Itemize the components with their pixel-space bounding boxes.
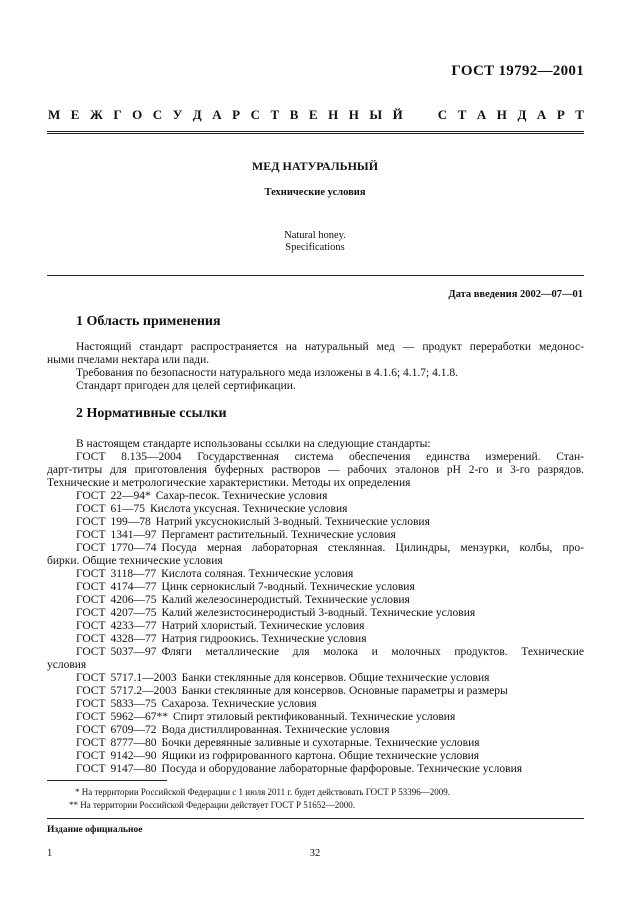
- banner-letter: Т: [575, 107, 584, 122]
- reference-title: Натрий уксуснокислый 3-водный. Технические условия: [155, 516, 430, 528]
- reference-prefix: ГОСТ: [76, 724, 106, 736]
- section-1-body: [47, 341, 584, 393]
- reference-prefix: ГОСТ: [76, 711, 106, 723]
- banner-letter: Р: [556, 107, 565, 122]
- reference-title: Натрий хлористый. Технические условия: [161, 620, 365, 632]
- reference-title: Банки стеклянные для консервов. Общие технические условия: [181, 672, 490, 684]
- reference-title: Бочки деревянные заливные и сухотарные. Технические условия: [161, 737, 480, 749]
- reference-item: [47, 503, 584, 516]
- reference-item: [47, 750, 584, 763]
- banner-letter: Е: [70, 107, 80, 122]
- section-1-para-2: Требования по безопасности натурального меда изложены в 4.1.6; 4.1.7; 4.1.8.: [76, 367, 458, 379]
- document-subtitle: Технические условия: [264, 187, 366, 198]
- banner-letter: Д: [192, 107, 202, 122]
- reference-item: [47, 568, 584, 581]
- top-rule: [47, 131, 584, 132]
- reference-continuation: условия: [47, 659, 87, 671]
- reference-title: Калий железистосинеродистый 3-водный. Технические условия: [161, 607, 476, 619]
- banner-letter: Н: [348, 107, 359, 122]
- reference-code: 4233—77: [110, 620, 157, 632]
- reference-code: 1341—97: [110, 529, 157, 541]
- section-1-para-3: Стандарт пригоден для целей сертификации.: [76, 380, 296, 392]
- reference-title: Банки стеклянные для консервов. Основные параметры и размеры: [181, 685, 508, 697]
- reference-item: [47, 672, 584, 685]
- reference-title: Сахар-песок. Технические условия: [155, 490, 328, 502]
- interstate-standard-banner: [48, 107, 584, 123]
- reference-code: 9142—90: [110, 750, 157, 762]
- reference-code: 6709—72: [110, 724, 157, 736]
- reference-title: Натрия гидроокись. Технические условия: [161, 633, 367, 645]
- reference-code: 4206—75: [110, 594, 157, 606]
- reference-title: Вода дистиллированная. Технические условия: [161, 724, 390, 736]
- banner-letter: Й: [392, 107, 403, 122]
- reference-prefix: ГОСТ: [76, 607, 106, 619]
- banner-letter: А: [212, 107, 222, 122]
- reference-item: [47, 581, 584, 594]
- reference-prefix: ГОСТ: [76, 737, 106, 749]
- reference-item: [47, 763, 584, 776]
- reference-item: [47, 516, 584, 529]
- edition-label: Издание официальное: [47, 825, 143, 835]
- reference-title: Кислота соляная. Технические условия: [161, 568, 354, 580]
- reference-title: Ящики из гофрированного картона. Общие технические условия: [161, 750, 480, 762]
- reference-code: 8777—80: [110, 737, 157, 749]
- reference-prefix: ГОСТ: [76, 581, 106, 593]
- reference-prefix: ГОСТ: [76, 490, 106, 502]
- ref-first-line-2: дарт-титры для приготовления буферных растворов — рабочих эталонов pH 2-го и 3-го разрядов.: [47, 464, 584, 476]
- section-2-intro-block: [47, 438, 584, 490]
- reference-prefix: ГОСТ: [76, 633, 106, 645]
- section-1-para-1-line-2: ными пчелами нектара или пади.: [47, 354, 210, 366]
- banner-letter: Н: [496, 107, 507, 122]
- reference-code: 61—75: [110, 503, 146, 515]
- reference-title: Цинк сернокислый 7-водный. Технические условия: [161, 581, 415, 593]
- reference-prefix: ГОСТ: [76, 646, 106, 658]
- reference-item: [47, 685, 584, 698]
- footnote-2: ** На территории Российской Федерации действует ГОСТ Р 51652—2000.: [69, 800, 355, 810]
- footnotes: [47, 786, 584, 812]
- reference-item: [47, 490, 584, 503]
- date-rule: [47, 275, 584, 276]
- reference-item: [47, 724, 584, 737]
- reference-prefix: ГОСТ: [76, 516, 106, 528]
- ref-first-line-3: Технические и метрологические характеристики. Методы их определения: [47, 477, 411, 489]
- reference-title: Сахароза. Технические условия: [161, 698, 317, 710]
- reference-title: Фляги металлические для молока и молочных продуктов. Технические: [161, 646, 584, 658]
- banner-letter: Ы: [369, 107, 383, 122]
- reference-code: 22—94*: [110, 490, 151, 502]
- section-1-para-1-line-1: Настоящий стандарт распространяется на натуральный мед — продукт переработки медонос-: [76, 341, 584, 353]
- reference-prefix: ГОСТ: [76, 763, 106, 775]
- reference-continuation: бирки. Общие технические условия: [47, 555, 223, 567]
- document-title: МЕД НАТУРАЛЬНЫЙ: [251, 159, 379, 173]
- reference-prefix: ГОСТ: [76, 750, 106, 762]
- reference-item: [47, 646, 584, 659]
- reference-code: 3118—77: [110, 568, 157, 580]
- reference-title: Спирт этиловый ректификованный. Технические условия: [173, 711, 456, 723]
- reference-code: 5717.2—2003: [110, 685, 177, 697]
- reference-prefix: ГОСТ: [76, 685, 106, 697]
- reference-prefix: ГОСТ: [76, 672, 106, 684]
- ref-first-line-1: ГОСТ 8.135—2004 Государственная система обеспечения единства измерений. Стан-: [76, 451, 584, 463]
- reference-prefix: ГОСТ: [76, 568, 106, 580]
- english-subtitle: Specifications: [285, 242, 345, 253]
- reference-item: [47, 620, 584, 633]
- reference-item: [47, 542, 584, 555]
- banner-letter: С: [437, 107, 448, 122]
- reference-prefix: ГОСТ: [76, 503, 106, 515]
- banner-letter: О: [132, 107, 143, 122]
- english-title: Natural honey.: [284, 230, 346, 241]
- reference-prefix: ГОСТ: [76, 594, 106, 606]
- reference-item: [47, 633, 584, 646]
- reference-code: 199—78: [110, 516, 151, 528]
- reference-code: 4207—75: [110, 607, 157, 619]
- banner-letter: Т: [270, 107, 280, 122]
- reference-prefix: ГОСТ: [76, 698, 106, 710]
- banner-letter: А: [476, 107, 487, 122]
- banner-gap: [413, 107, 427, 123]
- banner-letter: С: [152, 107, 163, 122]
- section-2-intro: В настоящем стандарте использованы ссылки на следующие стандарты:: [76, 438, 431, 450]
- reference-item: [47, 698, 584, 711]
- banner-letter: Д: [517, 107, 527, 122]
- reference-item: [47, 711, 584, 724]
- banner-letter: Е: [308, 107, 318, 122]
- introduction-date: Дата введения 2002—07—01: [448, 289, 583, 300]
- banner-letter: А: [536, 107, 547, 122]
- reference-code: 5717.1—2003: [110, 672, 177, 684]
- reference-prefix: ГОСТ: [76, 542, 106, 554]
- section-1-heading: 1 Область применения: [76, 314, 221, 329]
- reference-item: [47, 607, 584, 620]
- page-number: 32: [309, 848, 321, 859]
- reference-title: Пергамент растительный. Технические условия: [161, 529, 396, 541]
- banner-letter: У: [172, 107, 183, 122]
- banner-letter: Р: [232, 107, 241, 122]
- reference-item: [47, 594, 584, 607]
- reference-code: 1770—74: [110, 542, 157, 554]
- reference-item: [47, 529, 584, 542]
- edition-rule: [47, 818, 584, 819]
- reference-prefix: ГОСТ: [76, 620, 106, 632]
- reference-title: Посуда и оборудование лабораторные фарфоровые. Технические условия: [161, 763, 523, 775]
- banner-letter: Ж: [89, 107, 103, 122]
- footnote-1: * На территории Российской Федерации с 1 июля 2011 г. будет действовать ГОСТ Р 53396—2009.: [75, 787, 451, 797]
- reference-title: Калий железосинеродистый. Технические условия: [161, 594, 410, 606]
- banner-letter: В: [289, 107, 299, 122]
- reference-item: [47, 737, 584, 750]
- reference-title: Кислота уксусная. Технические условия: [150, 503, 348, 515]
- normative-references-list: [47, 490, 584, 776]
- reference-code: 4328—77: [110, 633, 157, 645]
- banner-letter: М: [48, 107, 61, 122]
- reference-code: 9147—80: [110, 763, 157, 775]
- reference-code: 4174—77: [110, 581, 157, 593]
- banner-letter: Н: [328, 107, 339, 122]
- banner-letter: Т: [457, 107, 467, 122]
- reference-code: 5833—75: [110, 698, 157, 710]
- gost-number: ГОСТ 19792—2001: [451, 63, 584, 79]
- banner-letter: С: [250, 107, 260, 122]
- banner-letter: Г: [113, 107, 122, 122]
- page-left-marker: 1: [47, 848, 53, 859]
- section-2-heading: 2 Нормативные ссылки: [76, 406, 227, 421]
- top-rule-thin: [47, 133, 584, 134]
- reference-code: 5962—67**: [110, 711, 169, 723]
- reference-title: Посуда мерная лабораторная стеклянная. Цилиндры, мензурки, колбы, про-: [161, 542, 584, 554]
- reference-code: 5037—97: [110, 646, 157, 658]
- footnote-rule: [47, 780, 167, 781]
- reference-prefix: ГОСТ: [76, 529, 106, 541]
